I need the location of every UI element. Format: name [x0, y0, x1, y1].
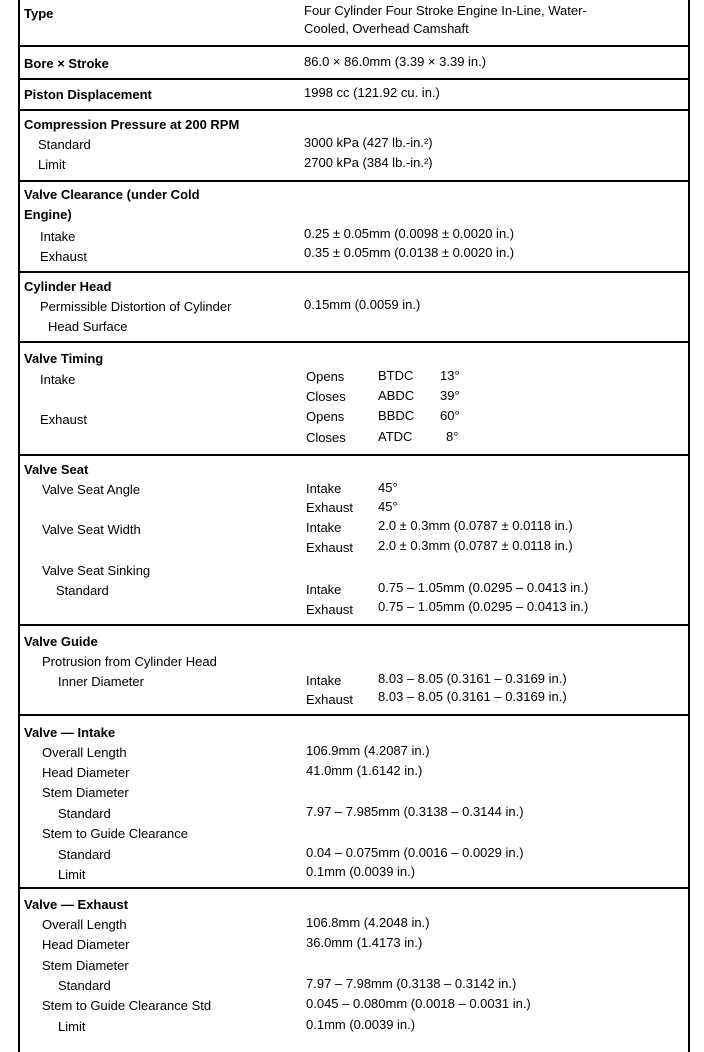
valve-intake-clearance-limit: Limit: [58, 867, 86, 882]
valve-clearance-exhaust-label: Exhaust: [40, 249, 87, 264]
valve-exhaust-stem-label: Stem Diameter: [42, 958, 129, 973]
valve-intake-head-val: 41.0mm (1.6142 in.): [306, 763, 423, 778]
valve-seat-width-intake: Intake: [306, 520, 342, 535]
divider: [18, 78, 690, 80]
valve-intake-stem-label: Stem Diameter: [42, 785, 129, 800]
type-label: Type: [24, 6, 54, 21]
valve-intake-overall-label: Overall Length: [42, 745, 127, 760]
valve-seat-angle-intake-val: 45°: [378, 480, 398, 495]
valve-clearance-intake-value: 0.25 ± 0.05mm (0.0098 ± 0.0020 in.): [304, 226, 515, 241]
valve-exhaust-label: Valve — Exhaust: [24, 897, 129, 912]
valve-clearance-label-line1: Valve Clearance (under Cold: [24, 187, 200, 202]
valve-seat-sink-intake-val: 0.75 – 1.05mm (0.0295 – 0.0413 in.): [378, 580, 589, 595]
compression-standard-label: Standard: [38, 137, 91, 152]
valve-clearance-exhaust-value: 0.35 ± 0.05mm (0.0138 ± 0.0020 in.): [304, 245, 515, 260]
valve-intake-clearance-limit-val: 0.1mm (0.0039 in.): [306, 864, 416, 879]
type-value-line1: Four Cylinder Four Stroke Engine In-Line, Water-: [304, 3, 587, 18]
valve-seat-sinking-standard: Standard: [56, 583, 109, 598]
valve-seat-sink-exhaust: Exhaust: [306, 602, 353, 617]
valve-intake-head-label: Head Diameter: [42, 765, 130, 780]
valve-seat-width-label: Valve Seat Width: [42, 522, 141, 537]
valve-timing-ref: ABDC: [378, 388, 415, 403]
valve-timing-label: Valve Timing: [24, 351, 104, 366]
valve-seat-width-exhaust: Exhaust: [306, 540, 353, 555]
valve-exhaust-clearance-limit-val: 0.1mm (0.0039 in.): [306, 1017, 416, 1032]
valve-timing-ref: ATDC: [378, 429, 413, 444]
valve-intake-stem-val: 7.97 – 7.985mm (0.3138 – 0.3144 in.): [306, 804, 524, 819]
valve-timing-ref: BBDC: [378, 408, 415, 423]
valve-timing-intake: Intake: [40, 372, 76, 387]
compression-standard-value: 3000 kPa (427 lb.-in.²): [304, 135, 433, 150]
valve-seat-sink-intake: Intake: [306, 582, 342, 597]
valve-exhaust-head-val: 36.0mm (1.4173 in.): [306, 935, 423, 950]
valve-timing-deg: 60°: [440, 408, 460, 423]
divider: [18, 45, 690, 47]
valve-timing-exhaust: Exhaust: [40, 412, 87, 427]
valve-timing-event: Opens: [306, 369, 345, 384]
valve-timing-deg: 8°: [446, 429, 459, 444]
divider: [18, 624, 690, 626]
displacement-value: 1998 cc (121.92 cu. in.): [304, 85, 440, 100]
valve-exhaust-stem-standard: Standard: [58, 978, 111, 993]
type-value-line2: Cooled, Overhead Camshaft: [304, 21, 469, 36]
valve-timing-deg: 39°: [440, 388, 460, 403]
valve-timing-ref: BTDC: [378, 368, 414, 383]
valve-guide-protrusion: Protrusion from Cylinder Head: [42, 654, 217, 669]
divider: [18, 180, 690, 182]
valve-timing-event: Opens: [306, 409, 345, 424]
valve-guide-inner-diameter: Inner Diameter: [58, 674, 144, 689]
divider: [18, 714, 690, 716]
valve-seat-sink-exhaust-val: 0.75 – 1.05mm (0.0295 – 0.0413 in.): [378, 599, 589, 614]
valve-intake-overall-val: 106.9mm (4.2087 in.): [306, 743, 430, 758]
valve-guide-exhaust-val: 8.03 – 8.05 (0.3161 – 0.3169 in.): [378, 689, 567, 704]
divider: [18, 341, 690, 343]
divider: [18, 271, 690, 273]
cylinder-head-label: Cylinder Head: [24, 279, 112, 294]
valve-clearance-label-line2: Engine): [24, 207, 72, 222]
valve-seat-width-exhaust-val: 2.0 ± 0.3mm (0.0787 ± 0.0118 in.): [378, 538, 573, 553]
cylinder-head-item-line1: Permissible Distortion of Cylinder: [40, 299, 232, 314]
valve-timing-event: Closes: [306, 389, 346, 404]
divider: [18, 454, 690, 456]
valve-guide-intake: Intake: [306, 673, 342, 688]
valve-guide-intake-val: 8.03 – 8.05 (0.3161 – 0.3169 in.): [378, 671, 567, 686]
compression-limit-value: 2700 kPa (384 lb.-in.²): [304, 155, 433, 170]
bore-stroke-value: 86.0 × 86.0mm (3.39 × 3.39 in.): [304, 54, 487, 69]
valve-exhaust-head-label: Head Diameter: [42, 937, 130, 952]
valve-timing-event: Closes: [306, 430, 346, 445]
valve-exhaust-stem-val: 7.97 – 7.98mm (0.3138 – 0.3142 in.): [306, 976, 517, 991]
valve-intake-label: Valve — Intake: [24, 725, 116, 740]
valve-seat-angle-exhaust: Exhaust: [306, 500, 353, 515]
valve-seat-width-intake-val: 2.0 ± 0.3mm (0.0787 ± 0.0118 in.): [378, 518, 573, 533]
valve-intake-clearance-standard: Standard: [58, 847, 111, 862]
divider: [18, 109, 690, 111]
valve-intake-clearance-label: Stem to Guide Clearance: [42, 826, 188, 841]
valve-seat-sinking-label: Valve Seat Sinking: [42, 563, 151, 578]
divider: [18, 887, 690, 889]
valve-exhaust-clearance-std-val: 0.045 – 0.080mm (0.0018 – 0.0031 in.): [306, 996, 531, 1011]
valve-timing-deg: 13°: [440, 368, 460, 383]
valve-intake-clearance-std-val: 0.04 – 0.075mm (0.0016 – 0.0029 in.): [306, 845, 524, 860]
valve-exhaust-overall-val: 106.8mm (4.2048 in.): [306, 915, 430, 930]
valve-clearance-intake-label: Intake: [40, 229, 76, 244]
valve-guide-exhaust: Exhaust: [306, 692, 353, 707]
valve-seat-label: Valve Seat: [24, 462, 89, 477]
compression-label: Compression Pressure at 200 RPM: [24, 117, 240, 132]
valve-exhaust-clearance-limit: Limit: [58, 1019, 86, 1034]
cylinder-head-item-line2: Head Surface: [48, 319, 128, 334]
valve-exhaust-clearance-label: Stem to Guide Clearance Std: [42, 998, 212, 1013]
compression-limit-label: Limit: [38, 157, 66, 172]
valve-seat-angle-exhaust-val: 45°: [378, 499, 398, 514]
bore-stroke-label: Bore × Stroke: [24, 56, 109, 71]
valve-exhaust-overall-label: Overall Length: [42, 917, 127, 932]
valve-intake-stem-standard: Standard: [58, 806, 111, 821]
valve-seat-angle-label: Valve Seat Angle: [42, 482, 141, 497]
displacement-label: Piston Displacement: [24, 87, 152, 102]
valve-guide-label: Valve Guide: [24, 634, 98, 649]
cylinder-head-value: 0.15mm (0.0059 in.): [304, 297, 421, 312]
valve-seat-angle-intake: Intake: [306, 481, 342, 496]
